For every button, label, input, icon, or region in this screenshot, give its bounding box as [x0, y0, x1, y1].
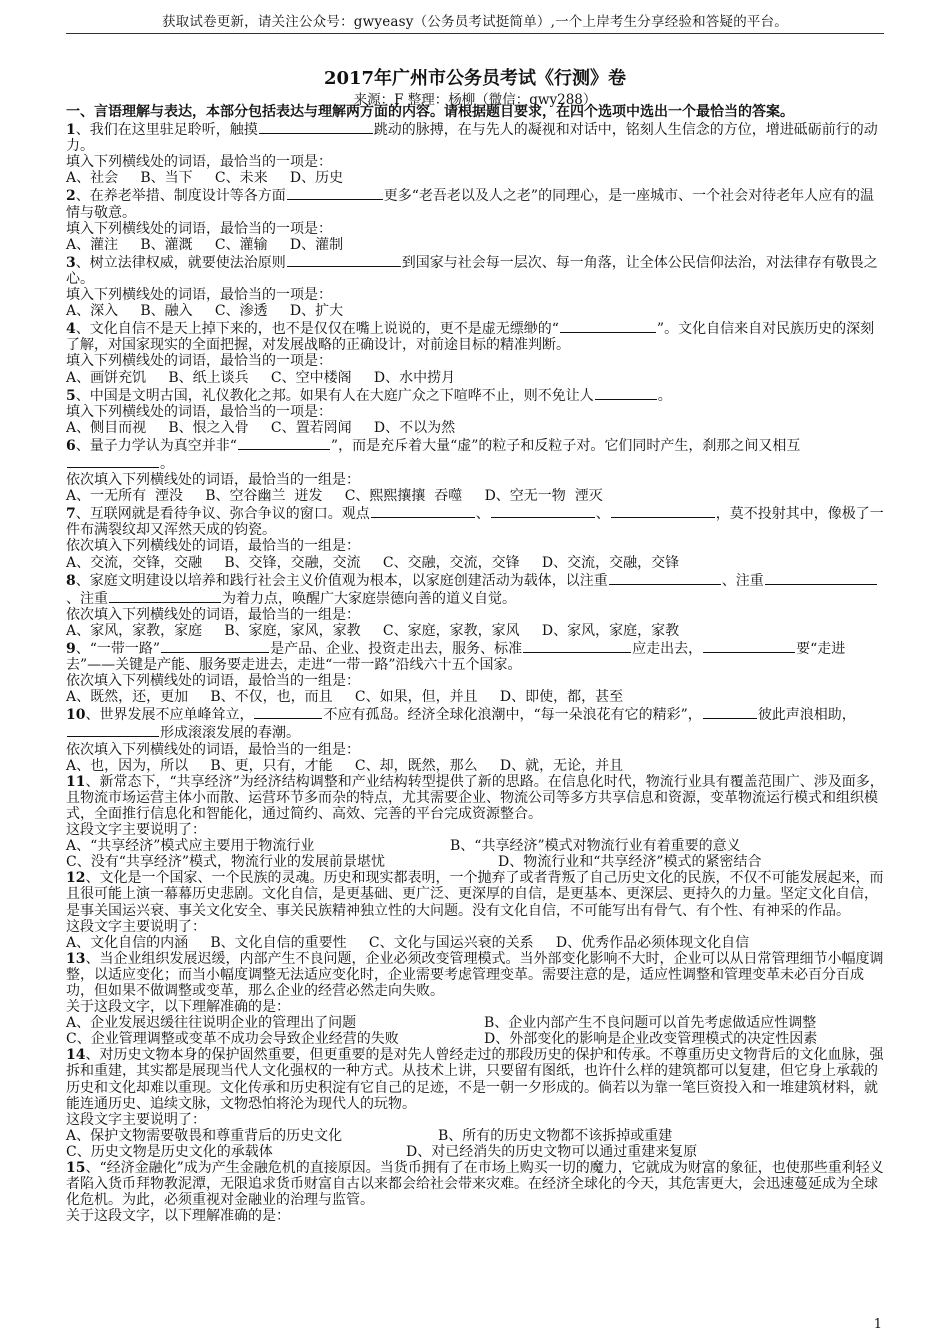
question-text: 、量子力学认为真空并非“ [75, 437, 237, 454]
question-prompt: 依次填入下列横线处的词语，最恰当的一组是： [66, 741, 360, 758]
question-text: 、世界发展不应单峰耸立， [85, 707, 254, 724]
option-c: C、没有“共享经济”模式，物流行业的发展前景堪忧 [66, 854, 386, 871]
options-row: A、灌注 B、灌溉 C、灌输 D、灌制 [66, 236, 344, 253]
question-text: 、文化是一个国家、一个民族的灵魂。历史和现实都表明，一个抛弃了或者背叛了自己历史文化的民族，不仅不可能发展起来，而且很可能上演一幕幕历史悲剧。文化自信，是更基础、更广泛、更深厚的自信，是更基本、更深层、更持久的力量。坚定文化自信，是事关国运兴衰、事关文化安全、事关民族精神独立性的大问题。没有文化自信，不可能写出有骨气、有个性、有神采的作品。 [66, 870, 884, 919]
options-row [66, 838, 886, 854]
question-number: 9 [66, 641, 76, 657]
fill-blank [595, 386, 657, 400]
fill-blank [67, 454, 159, 468]
fill-blank [703, 705, 757, 719]
fill-blank [259, 120, 373, 134]
fill-blank [238, 436, 330, 450]
question-10 [66, 705, 886, 741]
question-text: 应走出去， [632, 641, 703, 657]
question-number: 5 [66, 387, 76, 404]
fill-blank [523, 639, 631, 653]
question-text: 、注重 [721, 572, 764, 589]
question-number: 10 [66, 707, 86, 724]
question-3 [66, 253, 886, 287]
question-prompt: 依次填入下列横线处的词语，最恰当的一组是： [66, 472, 360, 489]
question-body [66, 104, 886, 1224]
question-text: 跳动的脉搏，在与先人的凝视和对话中，铭刻人生信念的方位，增进砥砺前行的动力。 [66, 122, 878, 155]
question-text: 、“经济金融化”成为产生金融危机的直接原因。当货币拥有了在市场上购买一切的魔力，它就成为财富的象征，也使那些重利轻义者陷入货币拜物教泥潭，无限追求货币财富自古以来都会给社会带来灾难。在经济全球化的今天，其危害更大，会迅速蔓延成为全球化危机。为此，必须重视对金融业的治理与监管。 [66, 1160, 884, 1209]
options-row [66, 1128, 886, 1144]
question-prompt: 填入下列横线处的词语，最恰当的一项是： [66, 154, 332, 171]
option-c: C、企业管理调整或变革不成功会导致企业经营的失败 [66, 1031, 399, 1048]
question-text: 到国家与社会每一层次、每一角落，让全体公民信仰法治，对法律存有敬畏之心。 [66, 254, 878, 287]
question-number: 15 [66, 1160, 86, 1176]
question-5 [66, 386, 886, 404]
options-row: A、侧目而视 B、恨之入骨 C、置若罔闻 D、不以为然 [66, 419, 456, 436]
question-prompt: 依次填入下列横线处的词语，最恰当的一组是： [66, 538, 360, 555]
fill-blank [491, 504, 595, 518]
option-b: B、企业内部产生不良问题可以首先考虑做适应性调整 [484, 1015, 817, 1032]
section-heading: 一、言语理解与表达，本部分包括表达与理解两方面的内容。请根据题目要求，在四个选项中选出一个最恰当的答案。 [66, 104, 794, 120]
question-prompt: 填入下列横线处的词语，最恰当的一项是： [66, 287, 332, 304]
option-a: A、保护文物需要敬畏和尊重背后的历史文化 [66, 1127, 343, 1144]
question-text: 要“走进去”——关键是产能、服务要走进去，走进“一带一路”沿线六十五个国家。 [66, 641, 846, 674]
question-14 [66, 1047, 886, 1111]
question-prompt: 依次填入下列横线处的词语，最恰当的一组是： [66, 606, 360, 623]
options-row [66, 1015, 886, 1031]
question-text: 。 [160, 455, 174, 472]
question-text: 、“一带一路” [75, 641, 161, 657]
question-text: 、新常态下，“共享经济”为经济结构调整和产业结构转型提供了新的思路。在信息化时代，物流行业具有覆盖范围广、涉及面多，且物流市场运营主体小而散、运营环节多而杂的特点，尤其需要企业、物流公司等多方共享信息和资源，变革物流运行模式和组织模式，全面推行信息化和智能化，通过简约、高效、完善的平台完成资源整合。 [66, 773, 884, 822]
options-row: A、深入 B、融入 C、渗透 D、扩大 [66, 303, 344, 320]
option-d: D、外部变化的影响是企业改变管理模式的决定性因素 [484, 1031, 818, 1048]
question-13 [66, 951, 886, 999]
option-a: A、企业发展迟缓往往说明企业的管理出了问题 [66, 1015, 357, 1032]
question-8 [66, 571, 886, 607]
question-11 [66, 774, 886, 822]
question-15 [66, 1160, 886, 1208]
question-text: 形成滚滚发展的春潮。 [160, 725, 300, 742]
question-text: 。 [657, 387, 672, 404]
question-text: 、树立法律权威，就要使法治原则 [75, 254, 286, 271]
question-number: 14 [66, 1047, 86, 1064]
question-1 [66, 120, 886, 154]
question-text: 不应有孤岛。经济全球化浪潮中，“每一朵浪花有它的精彩”， [323, 707, 702, 724]
question-text: 、注重 [66, 590, 108, 607]
question-number: 12 [66, 870, 86, 887]
question-12 [66, 870, 886, 918]
question-text: ”。文化自信来自对民族历史的深刻了解，对国家现实的全面把握，对发展战略的正确设计，对前途目标的精准判断。 [66, 321, 875, 354]
option-a: A、“共享经济”模式应主要用于物流行业 [66, 838, 315, 855]
question-text: 、互联网就是看待争议、弥合争议的窗口。观点 [75, 506, 370, 523]
question-prompt: 依次填入下列横线处的词语，最恰当的一组是： [66, 673, 360, 690]
question-number: 2 [66, 188, 76, 205]
question-number: 6 [66, 437, 76, 454]
question-number: 3 [66, 254, 76, 271]
question-number: 7 [66, 506, 76, 523]
options-row: A、社会 B、当下 C、未来 D、历史 [66, 170, 344, 187]
options-row: A、画饼充饥 B、纸上谈兵 C、空中楼阁 D、水中捞月 [66, 369, 456, 386]
question-text: ”，而是充斥着大量“虚”的粒子和反粒子对。它们同时产生，刹那之间又相互 [330, 437, 801, 454]
question-text: 、 [475, 506, 490, 523]
question-9 [66, 639, 886, 673]
fill-blank [765, 571, 877, 585]
question-text: 、家庭文明建设以培养和践行社会主义价值观为根本，以家庭创建活动为载体，以注重 [75, 572, 608, 589]
question-text: 、我们在这里驻足聆听，触摸 [75, 122, 258, 139]
fill-blank [560, 319, 656, 333]
header-rule [66, 33, 884, 34]
fill-blank [161, 639, 269, 653]
question-text: 彼此声浪相助， [757, 707, 856, 724]
option-b: B、所有的历史文物都不该拆掉或重建 [438, 1127, 673, 1144]
option-c: C、历史文物是历史文化的承载体 [66, 1143, 273, 1160]
question-prompt: 填入下列横线处的词语，最恰当的一项是： [66, 403, 332, 420]
options-row [66, 854, 886, 870]
options-row: A、家风，家教，家庭 B、家庭，家风，家教 C、家庭，家教，家风 D、家风，家庭，家教 [66, 622, 680, 639]
question-4 [66, 319, 886, 353]
question-text: 、 [595, 506, 610, 523]
source-line: 来源：F 整理：杨柳（微信：gwy288） [353, 92, 597, 108]
option-b: B、“共享经济”模式对物流行业有着重要的意义 [450, 838, 741, 855]
page-number: 1 [873, 1317, 882, 1332]
question-number: 13 [66, 950, 86, 967]
fill-blank [703, 639, 795, 653]
options-row [66, 1144, 886, 1160]
question-6 [66, 436, 886, 472]
options-row: A、文化自信的内涵 B、文化自信的重要性 C、文化与国运兴衰的关系 D、优秀作品必须体现文化自信 [66, 934, 750, 951]
document-title: 2017年广州市公务员考试《行测》卷 [323, 68, 627, 89]
options-row: A、既然，还，更加 B、不仅，也，而且 C、如果，但，并且 D、即使，都，甚至 [66, 689, 624, 706]
fill-blank [371, 504, 475, 518]
fill-blank [287, 186, 383, 200]
fill-blank [254, 705, 322, 719]
fill-blank [67, 723, 159, 737]
fill-blank [287, 253, 401, 267]
question-text: 更多“老吾老以及人之老”的同理心，是一座城市、一个社会对待老年人应有的温情与敬意。 [66, 188, 875, 221]
question-prompt: 关于这段文字，以下理解准确的是： [66, 1208, 290, 1225]
options-row: A、也，因为，所以 B、更，只有，才能 C、却，既然，那么 D、就，无论，并且 [66, 757, 624, 774]
question-prompt: 填入下列横线处的词语，最恰当的一项是： [66, 353, 332, 370]
question-number: 8 [66, 572, 76, 589]
question-number: 11 [66, 773, 86, 790]
question-prompt: 关于这段文字，以下理解准确的是： [66, 999, 290, 1016]
question-text: ，莫不投射其中，像极了一件布满裂纹却又浑然天成的钧瓷。 [66, 506, 884, 539]
question-prompt: 这段文字主要说明了： [66, 1111, 206, 1128]
option-d: D、对已经消失的历史文物可以通过重建来复原 [406, 1143, 698, 1160]
options-row: A、交流，交锋，交融 B、交锋，交融，交流 C、交融，交流，交锋 D、交流，交融，交锋 [66, 554, 680, 571]
question-7 [66, 504, 886, 538]
question-text: 、对历史文物本身的保护固然重要，但更重要的是对先人曾经走过的那段历史的保护和传承。不尊重历史文物背后的文化血脉，强拆和重建，其实都是展现当代人文化强权的一种方式。从技术上讲，只要留有图纸，也许什么样的建筑都可以复建，但它身上承载的历史和文化却难以重现。文化传承和历史积淀有它自己的足迹，不是一朝一夕形成的。倘若以为靠一笔巨资投入和一堆建筑材料，就能连通历史、追续文脉，文物恐怕将沦为现代人的玩物。 [66, 1047, 884, 1112]
fill-blank [611, 504, 715, 518]
question-text: 、中国是文明古国，礼仪教化之邦。如果有人在大庭广众之下喧哗不止，则不免让人 [75, 387, 594, 404]
question-text: 是产品、企业、投资走出去，服务、标准 [270, 641, 523, 657]
question-prompt: 这段文字主要说明了： [66, 822, 206, 839]
question-text: 、当企业组织发展迟缓，内部产生不良问题，企业必须改变管理模式。当外部变化影响不大时，企业可以从日常管理细节小幅度调整，以适应变化；而当小幅度调整无法适应变化时，企业需要考虑管理变革。需要注意的是，适应性调整和管理变革未必百分百成功，但如果不做调整或变革，那么企业的经营必然走向失败。 [66, 950, 884, 999]
page-header: 获取试卷更新，请关注公众号：gwyeasy（公务员考试挺简单）,一个上岸考生分享经验和答疑的平台。 [161, 14, 788, 30]
fill-blank [609, 571, 721, 585]
question-text: 、在养老举措、制度设计等各方面 [75, 188, 286, 205]
question-prompt: 这段文字主要说明了： [66, 918, 206, 935]
question-prompt: 填入下列横线处的词语，最恰当的一项是： [66, 220, 332, 237]
option-d: D、物流行业和“共享经济”模式的紧密结合 [498, 854, 762, 871]
question-number: 1 [66, 122, 76, 139]
question-text: 为着力点，唤醒广大家庭崇德向善的道义自觉。 [222, 590, 516, 607]
question-number: 4 [66, 321, 76, 338]
fill-blank [109, 589, 221, 603]
options-row [66, 1031, 886, 1047]
question-2 [66, 186, 886, 220]
options-row: A、一无所有 湮没 B、空谷幽兰 迸发 C、熙熙攘攘 吞噬 D、空无一物 湮灭 [66, 488, 603, 505]
question-text: 、文化自信不是天上掉下来的，也不是仅仅在嘴上说说的，更不是虚无缥缈的“ [75, 321, 559, 338]
